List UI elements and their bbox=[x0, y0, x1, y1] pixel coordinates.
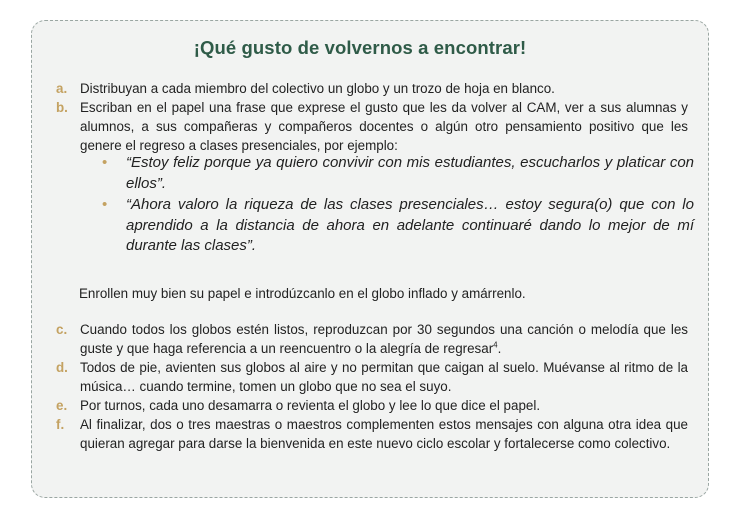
list-item-text: Por turnos, cada uno desamarra o revienta el globo y lee lo que dice el papel. bbox=[80, 398, 541, 413]
bullet-marker: • bbox=[102, 154, 108, 171]
list-item-text: Al finalizar, dos o tres maestras o maestros complementen estos mensajes con alguna otra idea que quieran agregar para darse la bienvenida en este nuevo ciclo escolar y fortalecerse como colectivo. bbox=[80, 417, 688, 451]
list-item-text bbox=[80, 320, 688, 358]
list-item-b bbox=[56, 98, 688, 155]
list-item-text: Distribuyan a cada miembro del colectivo un globo y un trozo de hoja en blanco. bbox=[80, 81, 555, 96]
example-quote-2 bbox=[102, 195, 694, 257]
list-marker: f. bbox=[56, 417, 65, 432]
example-quote-text: “Estoy feliz porque ya quiero convivir con mis estudiantes, escucharlos y platicar con ellos”. bbox=[126, 154, 694, 192]
list-item-text-suffix: . bbox=[497, 341, 502, 356]
list-item-f bbox=[56, 415, 688, 453]
bullet-marker: • bbox=[102, 196, 108, 213]
list-marker: a. bbox=[56, 81, 68, 96]
list-item-c bbox=[56, 320, 688, 358]
list-item-e bbox=[56, 396, 688, 415]
list-marker: c. bbox=[56, 322, 68, 337]
list-item-text: Todos de pie, avienten sus globos al aire y no permitan que caigan al suelo. Muévanse al ritmo de la música… cuando termine, tomen un globo que no sea el suyo. bbox=[80, 360, 688, 394]
example-quote-text: “Ahora valoro la riqueza de las clases presenciales… estoy segura(o) que con lo aprendido a la distancia de ahora en adelante continuaré dando lo mejor de mí durante las clases”. bbox=[126, 196, 694, 254]
list-item-text: Escriban en el papel una frase que exprese el gusto que les da volver al CAM, ver a sus alumnas y alumnos, a sus compañeras y compañeros docentes o algún otro pensamiento positivo que les genere el regreso a clases presenciales, por ejemplo: bbox=[80, 100, 688, 153]
footnote-reference: 4 bbox=[493, 340, 498, 350]
list-item-text-body: Cuando todos los globos estén listos, reproduzcan por 30 segundos una canción o melodía que les guste y que haga referencia a un reencuentro o la alegría de regresar bbox=[80, 322, 688, 356]
instruction-paragraph: Enrollen muy bien su papel e introdúzcanlo en el globo inflado y amárrenlo. bbox=[79, 286, 526, 301]
activity-title: ¡Qué gusto de volvernos a encontrar! bbox=[193, 37, 527, 58]
activity-card bbox=[31, 20, 709, 498]
example-quote-1 bbox=[102, 153, 694, 194]
list-marker: d. bbox=[56, 360, 68, 375]
list-item-d bbox=[56, 358, 688, 396]
list-marker: e. bbox=[56, 398, 68, 413]
list-item-a bbox=[56, 79, 688, 98]
list-marker: b. bbox=[56, 100, 68, 115]
